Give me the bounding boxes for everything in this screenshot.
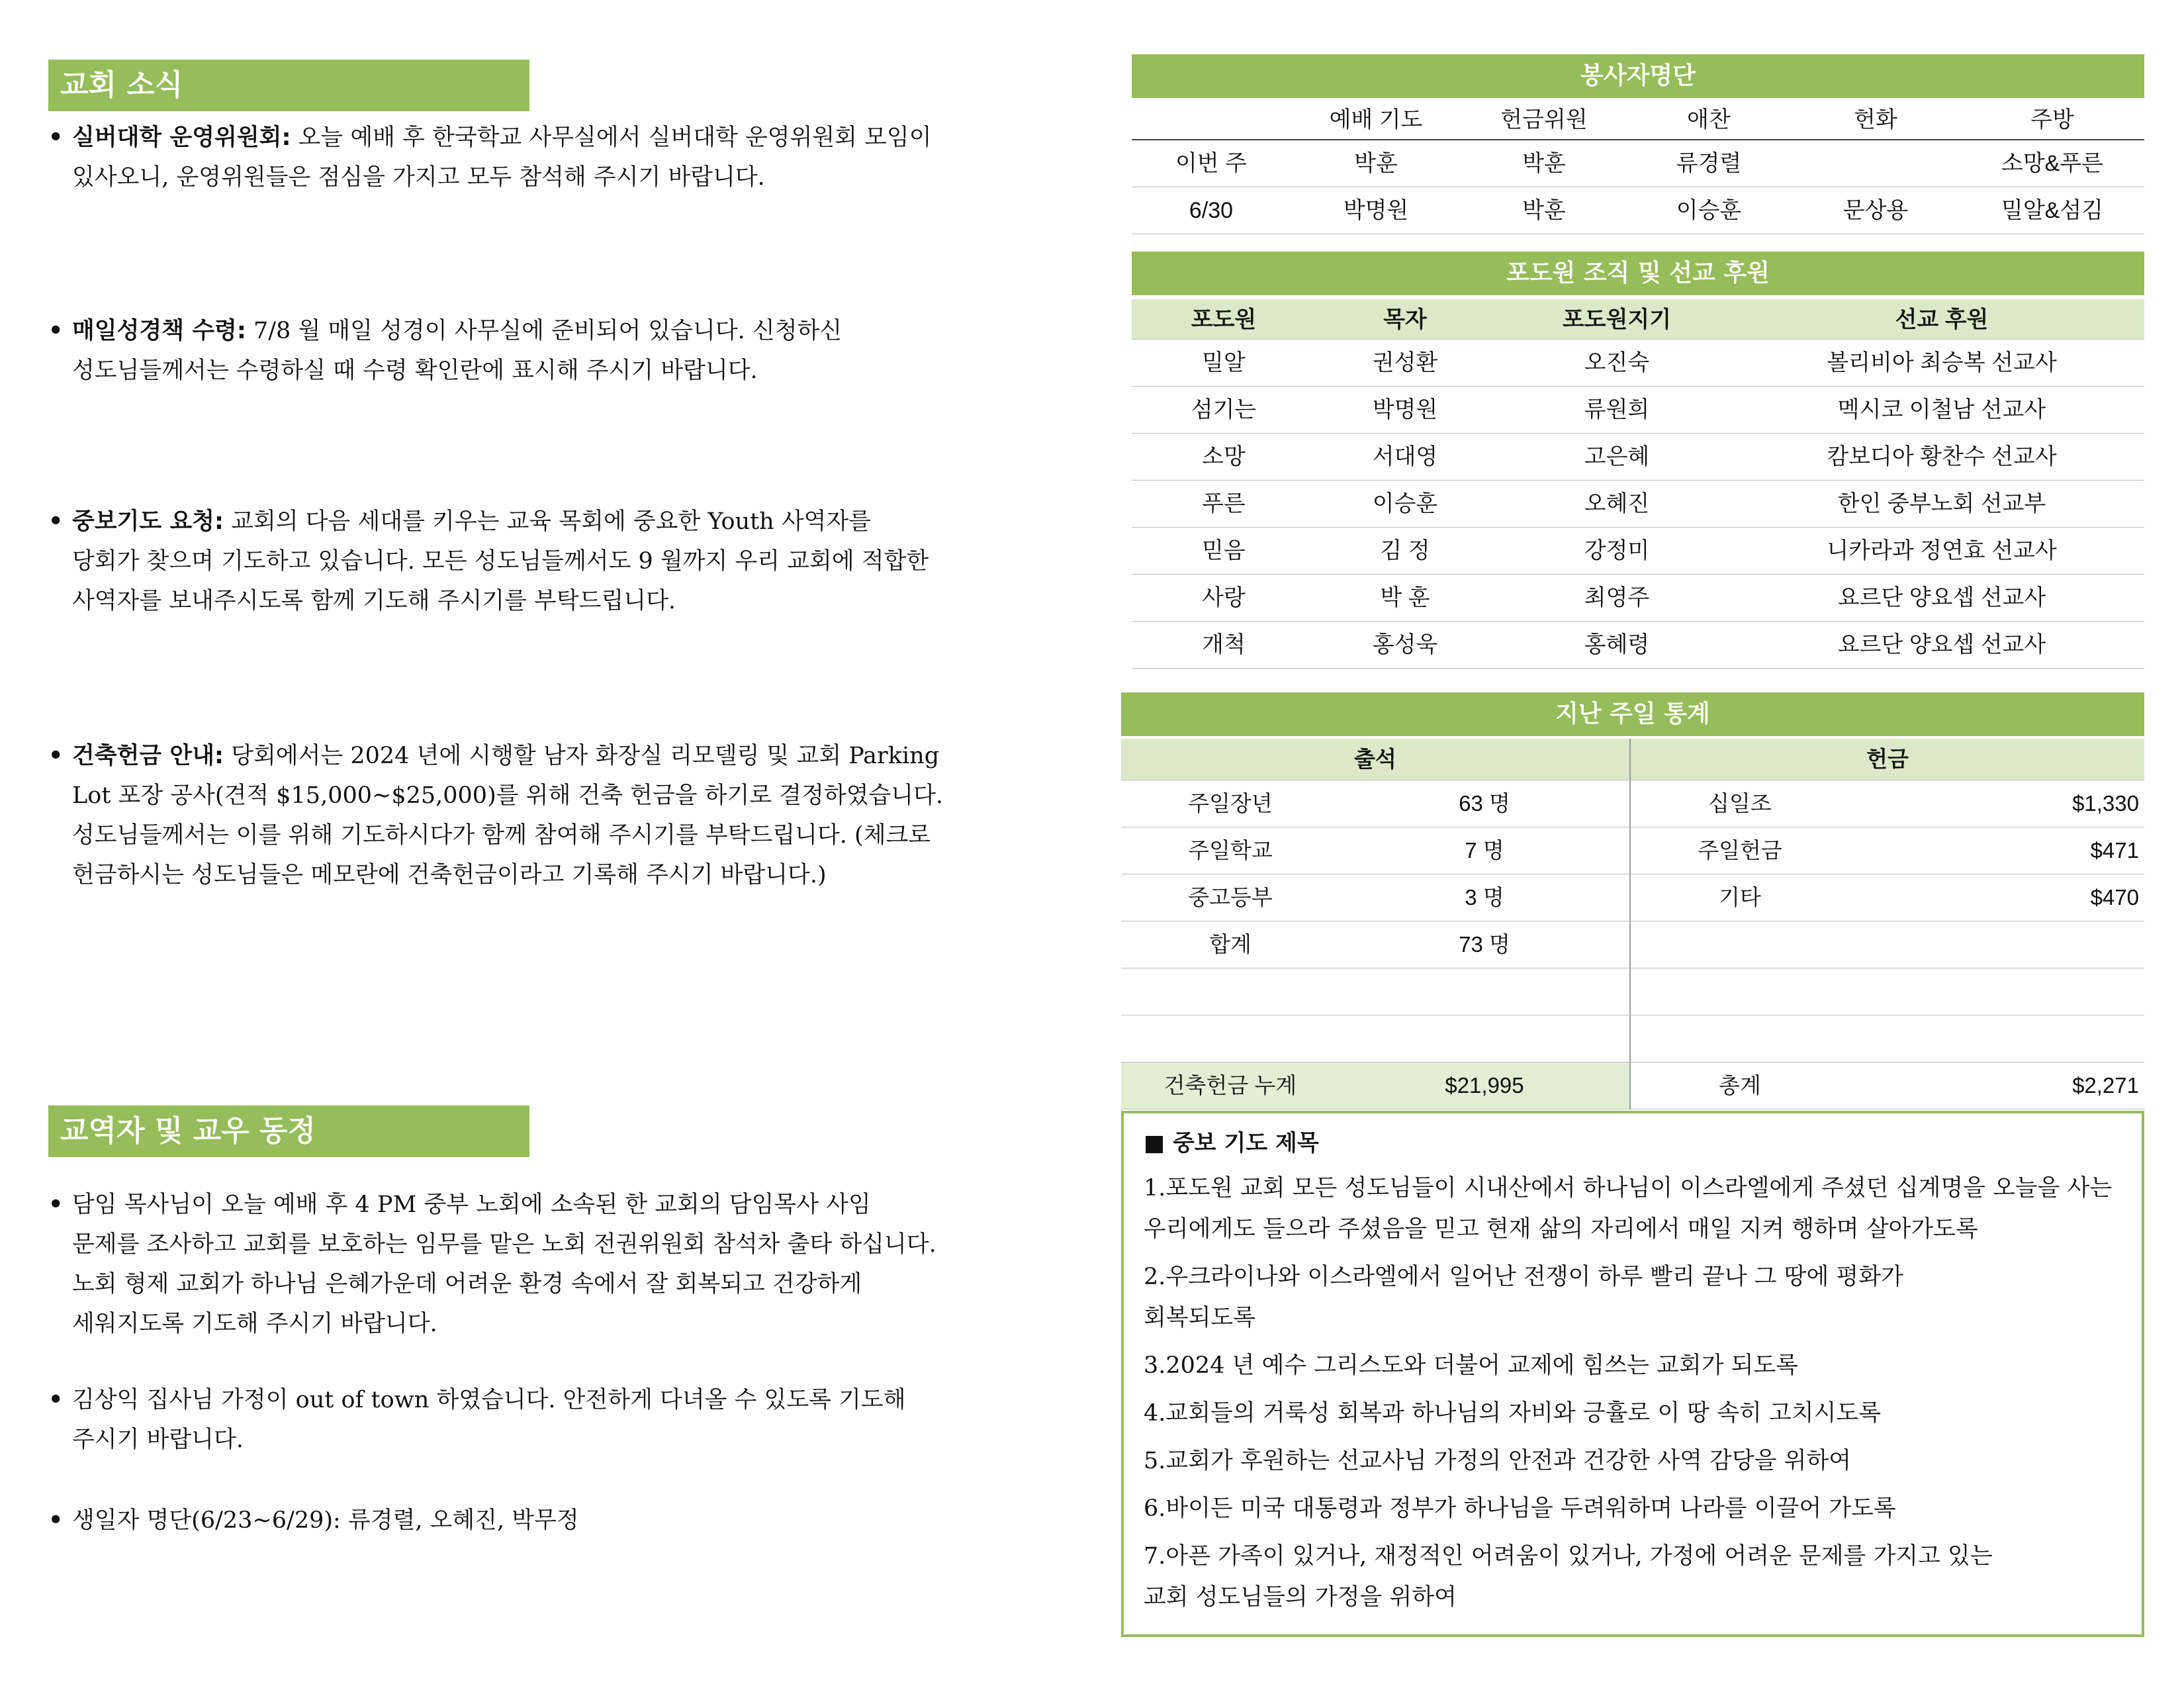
prayer-item-line: 2.우크라이나와 이스라엘에서 일어난 전쟁이 하루 빨리 끝나 그 땅에 평화가 xyxy=(1144,1264,1903,1290)
staff-item-line: 노회 형제 교회가 하나님 은혜가운데 어려운 환경 속에서 잘 회복되고 건강하게 xyxy=(72,1271,862,1297)
stats-total-cell: 건축헌금 누계 xyxy=(1121,1062,1340,1109)
church-news-header xyxy=(48,60,529,111)
bullet-icon: • xyxy=(48,508,64,535)
stats-table xyxy=(1121,739,2144,1109)
prayer-item-line: 5.교회가 후원하는 선교사님 가정의 안전과 건강한 사역 감당을 위하여 xyxy=(1144,1448,1852,1474)
stats-total-cell: $21,995 xyxy=(1340,1062,1631,1109)
stats-cell xyxy=(1849,1015,2144,1062)
volunteers-cell: 박훈 xyxy=(1461,140,1627,187)
volunteers-cell xyxy=(1791,140,1960,187)
news-item-label: 실버대학 운영위원회: xyxy=(72,124,291,151)
volunteers-header-cell xyxy=(1132,99,1291,140)
bullet-icon: • xyxy=(48,124,64,151)
volunteers-title-bar xyxy=(1132,54,2144,98)
vineyard-table xyxy=(1132,299,2144,669)
prayer-item-line: 7.아픈 가족이 있거나, 재정적인 어려움이 있거나, 가정에 어려운 문제를 가지고 있는 xyxy=(1144,1543,1993,1570)
vineyard-cell: 요르단 양요셉 선교사 xyxy=(1739,622,2144,669)
staff-item-line: 세워지도록 기도해 주시기 바랍니다. xyxy=(72,1311,437,1337)
prayer-item xyxy=(1144,1440,2122,1481)
prayer-item xyxy=(1144,1536,2122,1618)
volunteers-table xyxy=(1132,99,2144,234)
vineyard-title: 포도원 조직 및 선교 후원 xyxy=(1506,259,1770,287)
vineyard-cell: 김 정 xyxy=(1316,528,1494,575)
stats-total-cell: 총계 xyxy=(1631,1062,1849,1109)
vineyard-title-bar xyxy=(1132,252,2144,295)
vineyard-cell: 푸른 xyxy=(1132,481,1316,528)
vineyard-cell: 오혜진 xyxy=(1494,481,1739,528)
bullet-icon: • xyxy=(48,318,64,344)
bullet-icon: • xyxy=(48,743,64,769)
stats-total-cell: $2,271 xyxy=(1849,1062,2144,1109)
news-item-first-line xyxy=(48,311,1061,351)
vineyard-cell: 요르단 양요셉 선교사 xyxy=(1739,575,2144,622)
stats-cell: 십일조 xyxy=(1631,780,1849,827)
vineyard-cell: 개척 xyxy=(1132,622,1316,669)
prayer-item-line: 1.포도원 교회 모든 성도님들이 시내산에서 하나님이 이스라엘에게 주셨던 십계명을 오늘을 사는 xyxy=(1144,1175,2113,1201)
stats-cell: 73 명 xyxy=(1340,921,1631,968)
prayer-item xyxy=(1144,1256,2122,1338)
vineyard-cell: 믿음 xyxy=(1132,528,1316,575)
news-item-line: Lot 포장 공사(견적 $15,000~$25,000)를 위해 건축 헌금을 하기로 결정하였습니다. xyxy=(72,782,944,809)
vineyard-header-cell: 포도원지기 xyxy=(1494,299,1739,340)
prayer-item-line: 교회 성도님들의 가정을 위하여 xyxy=(1144,1584,1457,1611)
vineyard-cell: 한인 중부노회 선교부 xyxy=(1739,481,2144,528)
prayer-item xyxy=(1144,1168,2122,1250)
staff-item-line: 주시기 바랍니다. xyxy=(72,1427,244,1453)
vineyard-header-cell: 선교 후원 xyxy=(1739,299,2144,340)
vineyard-cell: 권성환 xyxy=(1316,340,1494,387)
news-item-first-line xyxy=(48,502,1061,541)
vineyard-cell: 서대영 xyxy=(1316,434,1494,481)
prayer-item xyxy=(1144,1488,2122,1529)
volunteers-cell: 밀알&섬김 xyxy=(1960,187,2144,234)
stats-title: 지난 주일 통계 xyxy=(1555,700,1710,727)
stats-cell xyxy=(1340,968,1631,1015)
stats-cell xyxy=(1849,968,2144,1015)
news-item-label: 건축헌금 안내: xyxy=(72,743,224,769)
news-item xyxy=(48,502,1061,621)
news-item xyxy=(48,311,1061,391)
prayer-item-line: 우리에게도 들으라 주셨음을 믿고 현재 삶의 자리에서 매일 지켜 행하며 살아가도록 xyxy=(1144,1216,1978,1243)
volunteers-cell: 이승훈 xyxy=(1627,187,1791,234)
stats-cell xyxy=(1121,968,1340,1015)
stats-cell: 합계 xyxy=(1121,921,1340,968)
volunteers-header-cell: 애찬 xyxy=(1627,99,1791,140)
staff-item-first-line xyxy=(48,1380,1061,1420)
volunteers-cell: 류경렬 xyxy=(1627,140,1791,187)
prayer-item-line: 6.바이든 미국 대통령과 정부가 하나님을 두려워하며 나라를 이끌어 가도록 xyxy=(1144,1495,1896,1522)
stats-title-bar xyxy=(1121,692,2144,736)
vineyard-header-cell: 포도원 xyxy=(1132,299,1316,340)
volunteers-cell: 박훈 xyxy=(1461,187,1627,234)
news-item-label: 매일성경책 수령: xyxy=(72,318,246,344)
bullet-icon: • xyxy=(48,1192,64,1218)
volunteers-header-cell: 주방 xyxy=(1960,99,2144,140)
staff-item-text: 생일자 명단(6/23~6/29): 류경렬, 오혜진, 박무정 xyxy=(72,1507,579,1534)
volunteers-cell: 문상용 xyxy=(1791,187,1960,234)
stats-cell xyxy=(1631,1015,1849,1062)
vineyard-cell: 멕시코 이철남 선교사 xyxy=(1739,387,2144,434)
stats-cell: 7 명 xyxy=(1340,827,1631,874)
prayer-list xyxy=(1144,1168,2122,1618)
vineyard-cell: 섬기는 xyxy=(1132,387,1316,434)
bullet-icon: • xyxy=(48,1387,64,1413)
prayer-box xyxy=(1121,1111,2144,1637)
vineyard-cell: 박 훈 xyxy=(1316,575,1494,622)
stats-cell xyxy=(1340,1015,1631,1062)
prayer-item-line: 회복되도록 xyxy=(1144,1305,1256,1331)
news-item-line: 성도님들께서는 수령하실 때 수령 확인란에 표시해 주시기 바랍니다. xyxy=(72,357,758,384)
church-news-title: 교회 소식 xyxy=(60,68,183,102)
vineyard-cell: 류원희 xyxy=(1494,387,1739,434)
vineyard-cell: 밀알 xyxy=(1132,340,1316,387)
offering-header: 헌금 xyxy=(1631,739,2144,780)
volunteers-header-cell: 예배 기도 xyxy=(1291,99,1461,140)
prayer-item xyxy=(1144,1345,2122,1386)
volunteers-cell: 박훈 xyxy=(1291,140,1461,187)
staff-item xyxy=(48,1501,1061,1540)
staff-item-text: 담임 목사님이 오늘 예배 후 4 PM 중부 노회에 소속된 한 교회의 담임목사 사임 xyxy=(72,1192,871,1218)
vineyard-cell: 홍성욱 xyxy=(1316,622,1494,669)
stats-cell xyxy=(1849,921,2144,968)
vineyard-cell: 니카라과 정연효 선교사 xyxy=(1739,528,2144,575)
vineyard-cell: 소망 xyxy=(1132,434,1316,481)
news-item-line: 성도님들께서는 이를 위해 기도하시다가 함께 참여해 주시기를 부탁드립니다. (체크로 xyxy=(72,822,931,849)
staff-news-header xyxy=(48,1105,529,1157)
staff-item-line: 문제를 조사하고 교회를 보호하는 임무를 맡은 노회 전권위원회 참석차 출타 하십니다. xyxy=(72,1231,936,1258)
stats-cell: 주일장년 xyxy=(1121,780,1340,827)
stats-cell: 주일학교 xyxy=(1121,827,1340,874)
vineyard-cell: 강정미 xyxy=(1494,528,1739,575)
vineyard-cell: 박명원 xyxy=(1316,387,1494,434)
staff-item-first-line xyxy=(48,1501,1061,1540)
vineyard-cell: 이승훈 xyxy=(1316,481,1494,528)
vineyard-cell: 오진숙 xyxy=(1494,340,1739,387)
volunteers-cell: 소망&푸른 xyxy=(1960,140,2144,187)
staff-item-first-line xyxy=(48,1185,1061,1225)
stats-cell xyxy=(1121,1015,1340,1062)
stats-cell: 주일헌금 xyxy=(1631,827,1849,874)
volunteers-cell: 박명원 xyxy=(1291,187,1461,234)
vineyard-header-cell: 목자 xyxy=(1316,299,1494,340)
staff-item xyxy=(48,1185,1061,1344)
volunteers-title: 봉사자명단 xyxy=(1580,62,1696,89)
news-item-line: 사역자를 보내주시도록 함께 기도해 주시기를 부탁드립니다. xyxy=(72,588,676,614)
bullet-icon: • xyxy=(48,1507,64,1534)
staff-item xyxy=(48,1380,1061,1460)
vineyard-cell: 홍혜령 xyxy=(1494,622,1739,669)
news-item-first-line xyxy=(48,118,1061,158)
news-item-first-line xyxy=(48,736,1061,776)
news-item xyxy=(48,118,1061,197)
volunteers-cell: 이번 주 xyxy=(1132,140,1291,187)
volunteers-header-cell: 헌화 xyxy=(1791,99,1960,140)
stats-cell: 기타 xyxy=(1631,874,1849,921)
stats-cell: 중고등부 xyxy=(1121,874,1340,921)
vineyard-cell: 캄보디아 황찬수 선교사 xyxy=(1739,434,2144,481)
stats-cell xyxy=(1631,921,1849,968)
stats-cell: $470 xyxy=(1849,874,2144,921)
vineyard-cell: 볼리비아 최승복 선교사 xyxy=(1739,340,2144,387)
prayer-item-line: 4.교회들의 거룩성 회복과 하나님의 자비와 긍휼로 이 땅 속히 고치시도록 xyxy=(1144,1400,1882,1427)
news-item-line: 헌금하시는 성도님들은 메모란에 건축헌금이라고 기록해 주시기 바랍니다.) xyxy=(72,862,827,888)
news-item xyxy=(48,736,1061,895)
staff-news-title: 교역자 및 교우 동정 xyxy=(60,1114,316,1148)
news-item-text: 당회에서는 2024 년에 시행할 남자 화장실 리모델링 및 교회 Parking xyxy=(224,743,940,769)
stats-cell xyxy=(1631,968,1849,1015)
prayer-item xyxy=(1144,1393,2122,1434)
news-item-text: 교회의 다음 세대를 키우는 교육 목회에 중요한 Youth 사역자를 xyxy=(224,508,872,535)
news-item-label: 중보기도 요청: xyxy=(72,508,224,535)
news-item-text: 오늘 예배 후 한국학교 사무실에서 실버대학 운영위원회 모임이 xyxy=(291,124,932,151)
news-item-line: 있사오니, 운영위원들은 점심을 가지고 모두 참석해 주시기 바랍니다. xyxy=(72,164,765,191)
stats-cell: 3 명 xyxy=(1340,874,1631,921)
stats-cell: 63 명 xyxy=(1340,780,1631,827)
vineyard-cell: 최영주 xyxy=(1494,575,1739,622)
volunteers-cell: 6/30 xyxy=(1132,187,1291,234)
news-item-line: 당회가 찾으며 기도하고 있습니다. 모든 성도님들께서도 9 월까지 우리 교회에 적합한 xyxy=(72,548,929,575)
news-item-text: 7/8 월 매일 성경이 사무실에 준비되어 있습니다. 신청하신 xyxy=(246,318,842,344)
volunteers-header-cell: 헌금위원 xyxy=(1461,99,1627,140)
stats-cell: $1,330 xyxy=(1849,780,2144,827)
prayer-item-line: 3.2024 년 예수 그리스도와 더불어 교제에 힘쓰는 교회가 되도록 xyxy=(1144,1352,1799,1379)
stats-cell: $471 xyxy=(1849,827,2144,874)
vineyard-cell: 사랑 xyxy=(1132,575,1316,622)
prayer-title: ■ 중보 기도 제목 xyxy=(1144,1130,1319,1156)
vineyard-cell: 고은혜 xyxy=(1494,434,1739,481)
attendance-header: 출석 xyxy=(1121,739,1631,780)
staff-item-text: 김상익 집사님 가정이 out of town 하였습니다. 안전하게 다녀올 수 있도록 기도해 xyxy=(72,1387,906,1413)
